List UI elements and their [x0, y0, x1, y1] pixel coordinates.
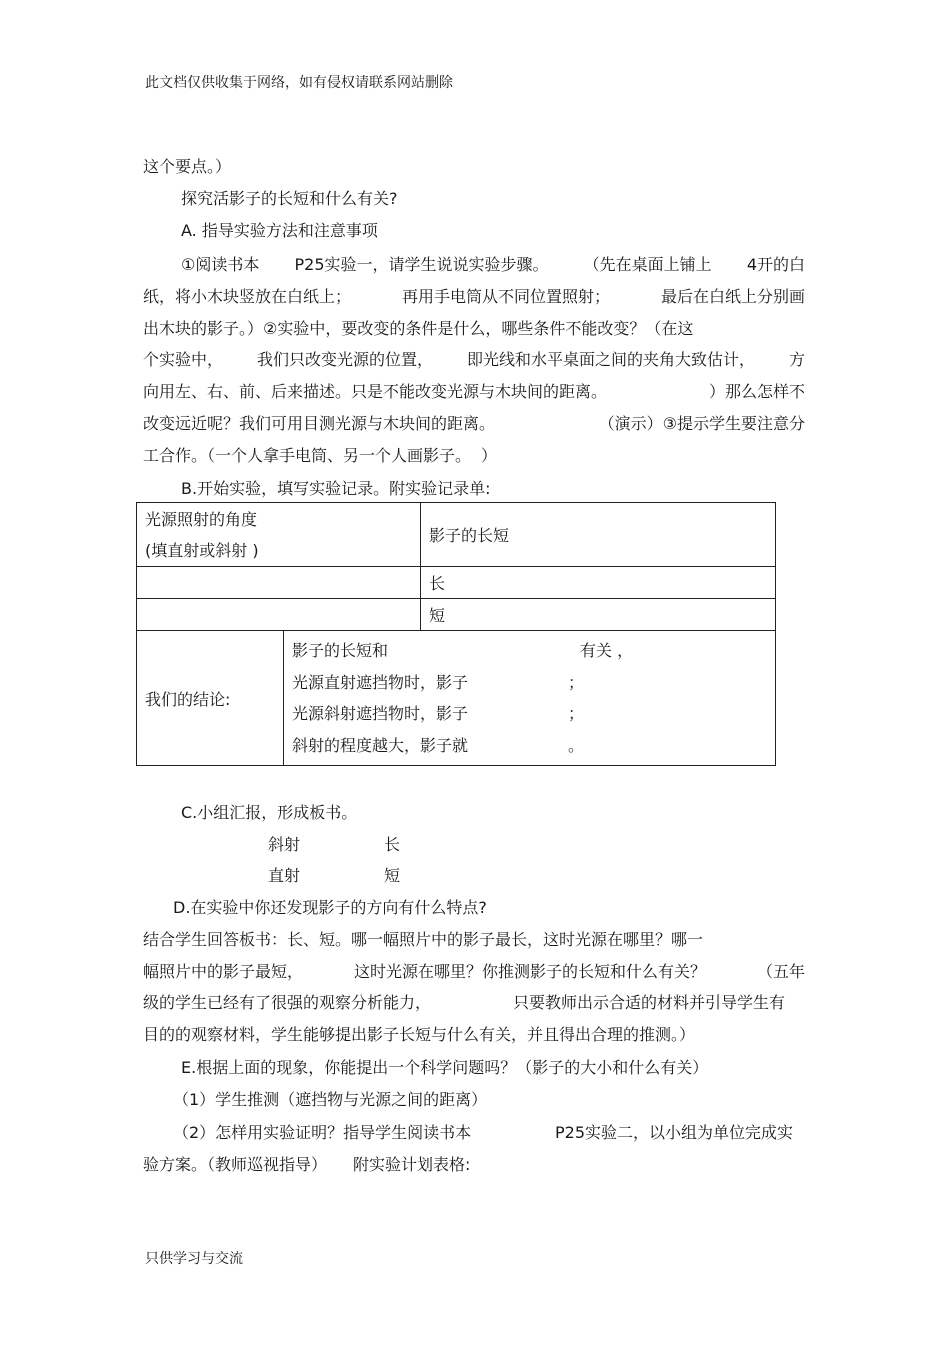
conclusion-text: 光源直射遮挡物时，影子 [292, 672, 469, 692]
para-a-line-4 [143, 382, 805, 402]
board-row2-right: 短 [384, 866, 401, 885]
para-d-line-2 [143, 993, 785, 1013]
length-short-cell: 短 [421, 599, 776, 631]
text-segment: 附实验计划表格: [353, 1155, 471, 1174]
para-a-line-5 [143, 414, 805, 434]
text-segment: （先在桌面上铺上 [583, 255, 712, 274]
intro-line-0: 这个要点。） [143, 157, 232, 176]
text-segment: 向用左、右、前、后来描述。只是不能改变光源与木块间的距离。 [143, 382, 608, 401]
text-segment: 纸，将小木块竖放在白纸上； [143, 287, 352, 306]
conclusion-text: 影子的长短和 [292, 641, 389, 660]
board-row1-left: 斜射 [268, 835, 301, 854]
text-segment: P25实验二，以小组为单位完成实 [554, 1123, 793, 1142]
text-segment: P25实验一，请学生说说实验步骤。 [294, 255, 549, 274]
para-d-line-1 [143, 962, 805, 982]
conclusion-row [137, 631, 776, 766]
conclusion-tail: ； [568, 704, 585, 723]
text-segment: 我们只改变光源的位置， [256, 350, 433, 369]
text-segment: 只要教师出示合适的材料并引导学生有 [512, 993, 785, 1012]
para-d-line-0: 结合学生回答板书：长、短。哪一幅照片中的影子最长，这时光源在哪里？哪一 [143, 930, 704, 949]
section-c-title: C.小组汇报，形成板书。 [181, 803, 358, 822]
header-angle-label: 光源照射的角度 [145, 509, 258, 529]
text-segment: 工合作。（一个人拿手电筒、另一个人画影子。 [143, 446, 464, 465]
text-segment: （五年 [756, 962, 805, 981]
section-e-title: E.根据上面的现象，你能提出一个科学问题吗？（影子的大小和什么有关） [181, 1058, 709, 1077]
text-segment: 即光线和水平桌面之间的夹角大致估计， [466, 350, 755, 369]
angle-cell-empty [137, 599, 421, 631]
text-segment: 改变远近呢？我们可用目测光源与木块间的距离。 [143, 414, 496, 433]
header-angle-cell [137, 503, 421, 567]
conclusion-tail: ； [568, 672, 585, 692]
text-segment: 个实验中， [143, 350, 224, 369]
table-row [137, 599, 776, 631]
section-e-item1: （1）学生推测（遮挡物与光源之间的距离） [173, 1090, 488, 1109]
text-segment: 方 [788, 350, 805, 369]
para-d-line-3: 目的的观察材料，学生能够提出影子长短与什么有关，并且得出合理的推测。） [143, 1025, 696, 1044]
para-a-line-0 [181, 255, 805, 275]
section-b-title: B.开始实验，填写实验记录。附实验记录单: [181, 479, 491, 498]
text-segment: 幅照片中的影子最短， [143, 962, 304, 981]
board-row1-right: 长 [384, 835, 401, 854]
conclusion-tail: 有关 ， [580, 641, 634, 660]
text-segment: 4开的白 [746, 255, 805, 274]
para-a-line-2: 出木块的影子。）②实验中，要改变的条件是什么，哪些条件不能改变？（在这 [143, 319, 694, 338]
conclusion-cell [284, 631, 776, 766]
text-segment: 这时光源在哪里？你推测影子的长短和什么有关？ [353, 962, 706, 981]
conclusion-label: 我们的结论: [137, 631, 284, 766]
conclusion-text: 光源斜射遮挡物时，影子 [292, 704, 469, 723]
text-segment: ）那么怎样不 [708, 382, 805, 401]
intro-question: 探究活影子的长短和什么有关? [181, 189, 398, 208]
text-segment: ） [481, 446, 498, 465]
conclusion-line [292, 698, 767, 730]
board-row2-left: 直射 [268, 866, 301, 885]
length-long-cell: 长 [421, 567, 776, 599]
text-segment: 再用手电筒从不同位置照射； [401, 287, 610, 306]
angle-cell-empty [137, 567, 421, 599]
table-row [137, 567, 776, 599]
para-a-line-3 [143, 350, 805, 370]
conclusion-text: 斜射的程度越大，影子就 [292, 735, 469, 755]
conclusion-line [292, 635, 767, 667]
text-segment: （演示）③提示学生要注意分 [598, 414, 805, 433]
para-a-line-1 [143, 287, 805, 307]
text-segment: ①阅读书本 [181, 255, 260, 274]
section-e-item2 [173, 1123, 793, 1143]
section-e-item2-cont [143, 1155, 470, 1175]
section-a-title: A. 指导实验方法和注意事项 [181, 221, 378, 240]
page-header: 此文档仅供收集于网络，如有侵权请联系网站删除 [145, 75, 453, 91]
conclusion-tail: 。 [568, 735, 585, 755]
conclusion-line [292, 730, 767, 762]
table-header-row [137, 503, 776, 567]
text-segment: 验方案。（教师巡视指导） [143, 1155, 328, 1174]
page-footer: 只供学习与交流 [145, 1251, 243, 1267]
header-angle-hint: (填直射或斜射 ) [145, 540, 259, 560]
para-a-line-6 [143, 446, 497, 466]
conclusion-line [292, 667, 767, 699]
text-segment: 级的学生已经有了很强的观察分析能力， [143, 993, 432, 1012]
text-segment: （2）怎样用实验证明？指导学生阅读书本 [173, 1123, 472, 1142]
header-shadow-length: 影子的长短 [421, 503, 776, 567]
text-segment: 最后在白纸上分别画 [660, 287, 805, 306]
section-d-title: D.在实验中你还发现影子的方向有什么特点? [173, 898, 487, 917]
experiment-record-table [136, 502, 776, 766]
